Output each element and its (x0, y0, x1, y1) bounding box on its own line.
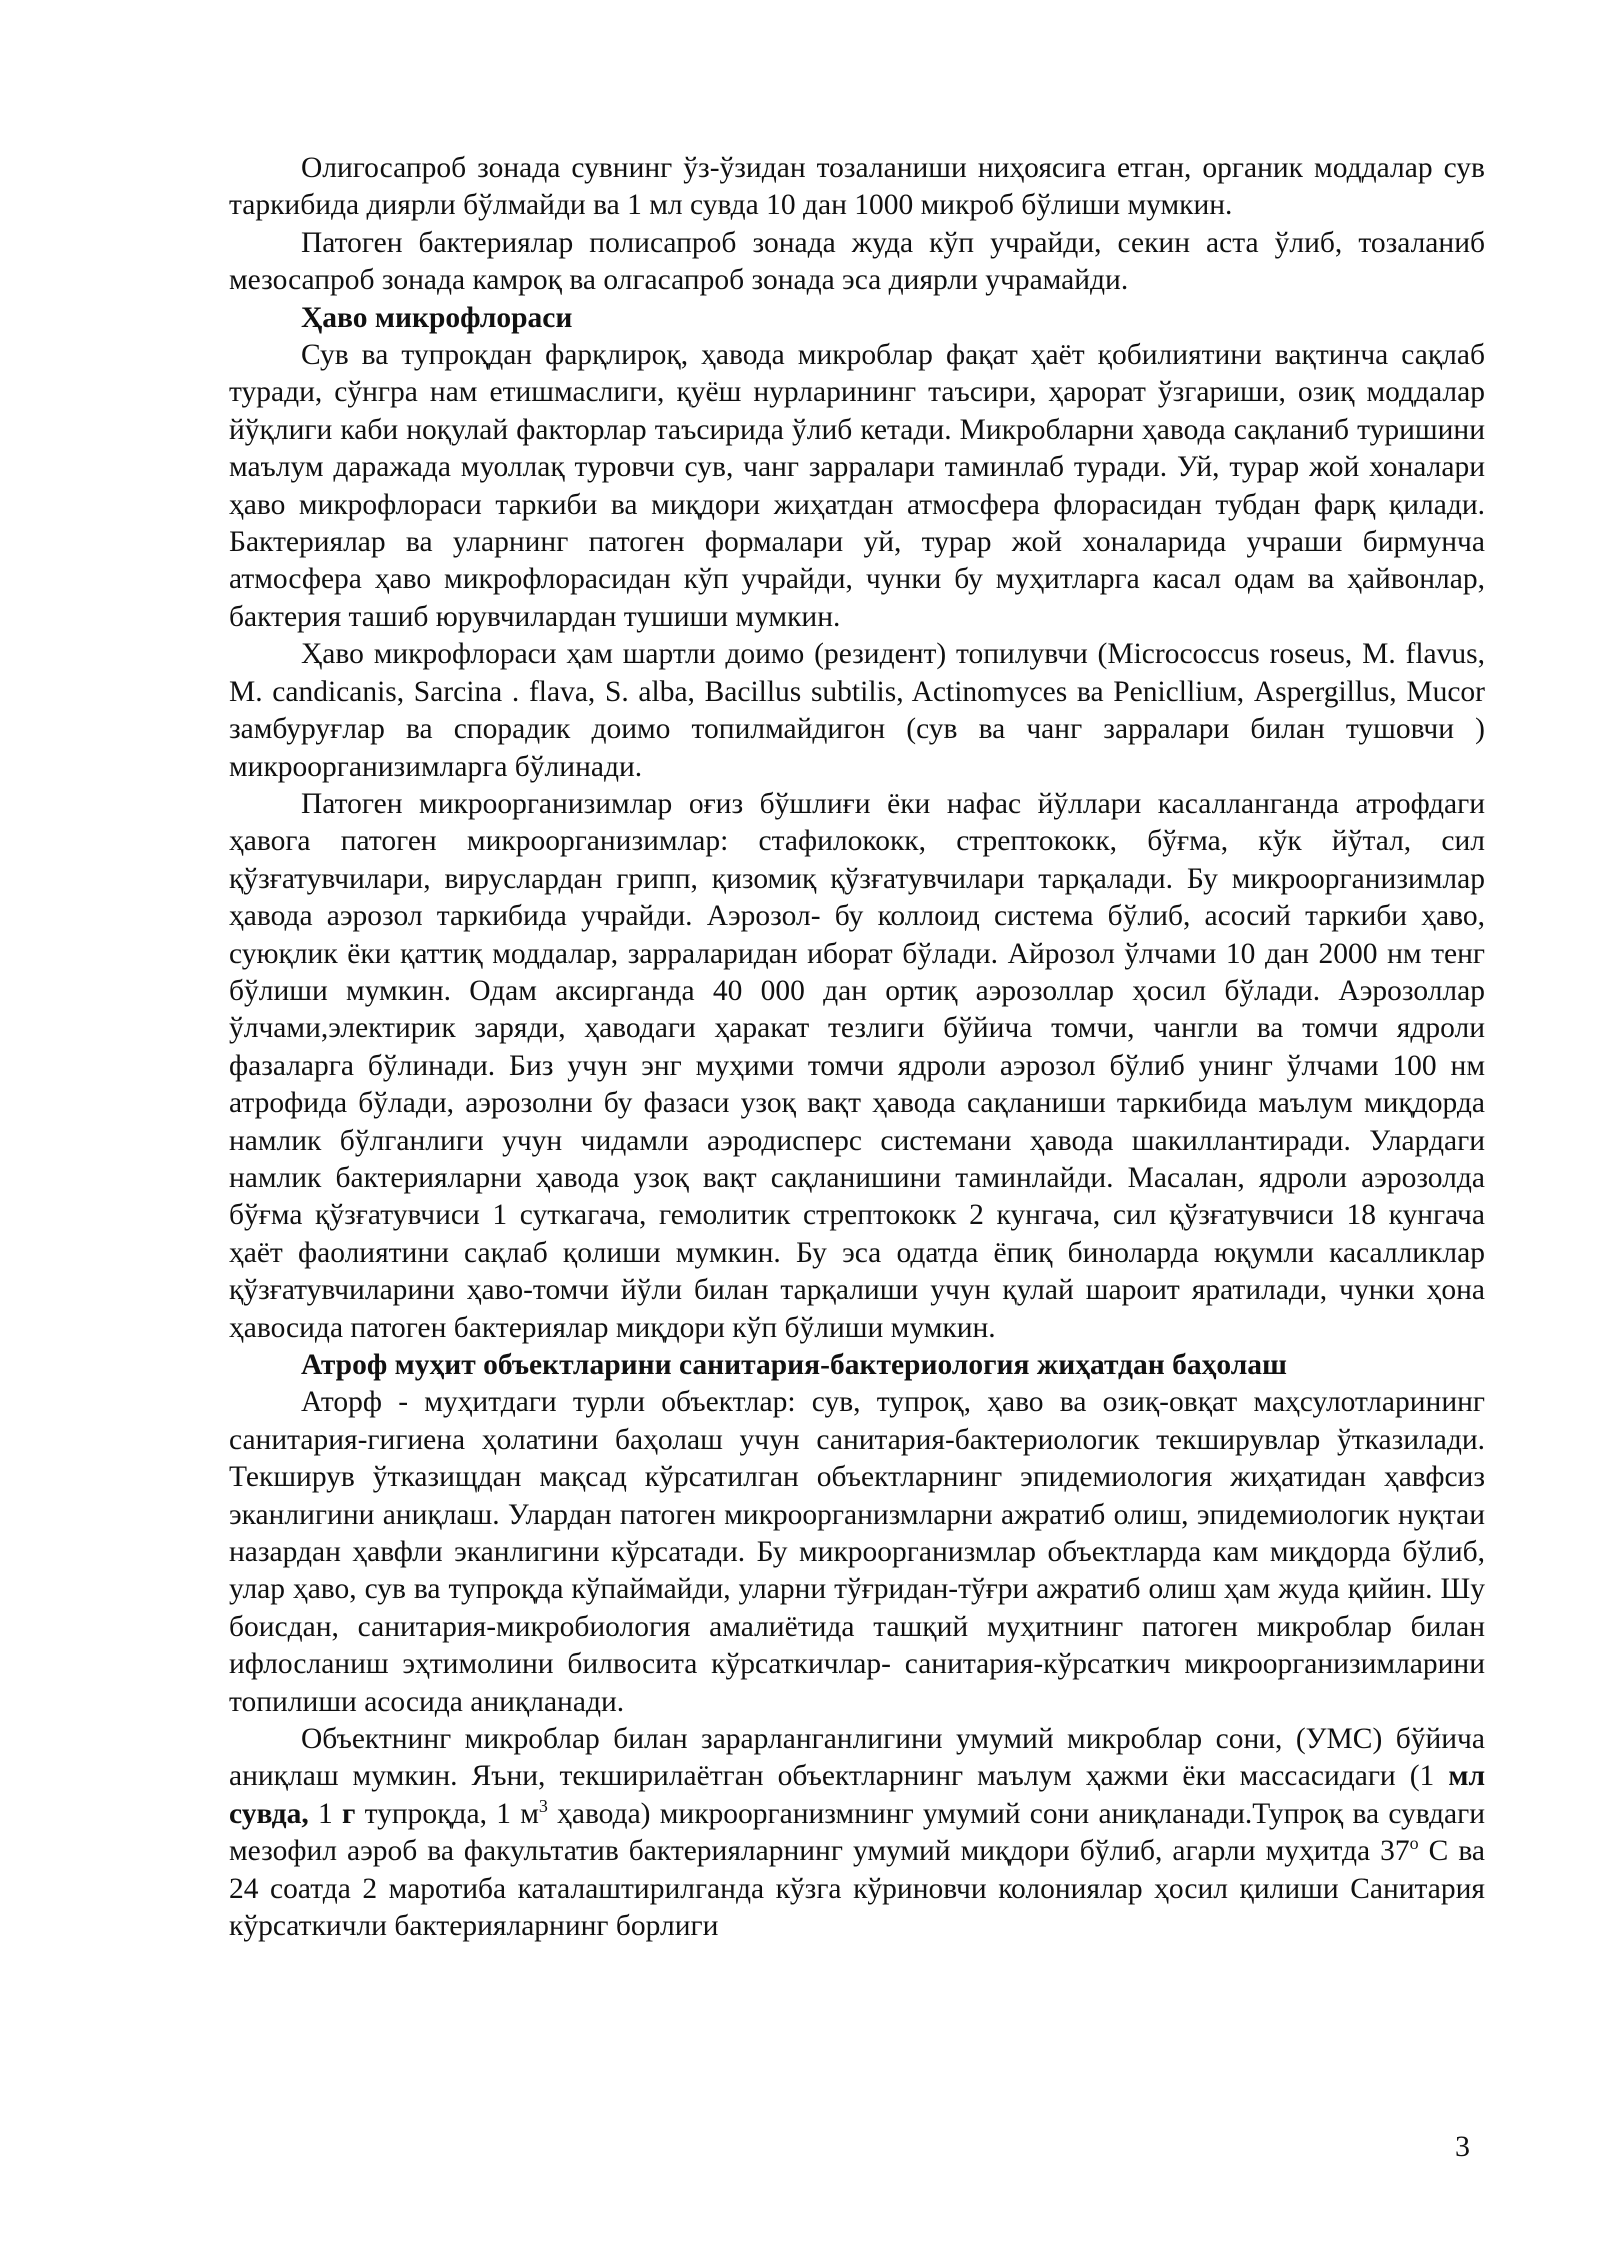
text-run: С ва 24 соатда 2 маротиба каталаштирилганда кўзга кўриновчи колониялар ҳосил қилиши Санитария кўрсаткичли бактерияларнинг борлиги (229, 1835, 1486, 1943)
paragraph-total-microbes (229, 1721, 1485, 1945)
text-run: тупроқда, 1 м (355, 1797, 539, 1830)
superscript: 3 (538, 1796, 548, 1817)
paragraph-oligosaprob: Олигосапроб зонада сувнинг ўз-ўзидан тозаланиши ниҳоясига етган, органик моддалар сув таркибида диярли бўлмайди ва 1 мл сувда 10 дан 1000 микроб бўлиши мумкин. (229, 152, 1485, 222)
paragraph-sanitary-tests: Аторф - муҳитдаги турли объектлар: сув, тупроқ, ҳаво ва озиқ-овқат маҳсулотларининг санитария-гигиена ҳолатини баҳолаш учун санитария-бактериологик текширувлар ўтказилади. Текширув ўтказищдан мақсад кўрсатилган объектларнинг эпидемиология жиҳатидан ҳавфсиз эканлигини аниқлаш. Улардан патоген микроорганизмларни ажратиб олиш, эпидемиологик нуқтаи назардан ҳавфли эканлигини кўрсатади. Бу микроорганизмлар объектларда кам миқдорда бўлиб, улар ҳаво, сув ва тупроқда кўпаймайди, уларни тўғридан-тўғри ажратиб олиш ҳам жуда қийин. Шу боисдан, санитария-микробиология амалиётида ташқий муҳитнинг патоген микроблар билан ифлосланиш эҳтимолини билвосита кўрсаткичлар- санитария-кўрсаткич микроорганизимларини топилиши асосида аниқланади. (229, 1386, 1485, 1718)
document-body (229, 150, 1485, 1946)
paragraph-air-microbes: Сув ва тупроқдан фарқлироқ, ҳавода микроблар фақат ҳаёт қобилиятини вақтинча сақлаб туради, сўнгра нам етишмаслиги, қуёш нурларининг таъсири, ҳарорат ўзгариши, озиқ моддалар йўқлиги каби ноқулай факторлар таъсирида ўлиб кетади. Микробларни ҳавода сақланиб туришини маълум даражада муоллақ туровчи сув, чанг зарралари таминлаб туради. Уй, турар жой хоналари ҳаво микрофлораси таркиби ва миқдори жиҳатдан атмосфера флорасидан тубдан фарқ қилади. Бактериялар ва уларнинг патоген формалари уй, турар жой хоналарида учраши бирмунча атмосфера ҳаво микрофлорасидан кўп учрайди, чунки бу муҳитларга касал одам ва ҳайвонлар, бактерия ташиб юрувчилардан тушиши мумкин. (229, 339, 1485, 633)
paragraph-resident-flora: Ҳаво микрофлораси ҳам шартли доимо (резидент) топилувчи (Micrococcus roseus, M. flavus, M. candicanis, Sarcina . flava, S. alba, Bacillus subtilis, Actinomyces ва Peniclliuм, Aspergillus, Mucor замбуруғлар ва спорадик доимо топилмайдигон (сув ва чанг зарралари билан тушовчи ) микроорганизимларга бўлинади. (229, 638, 1485, 783)
text-run: Объектнинг микроблар билан зарарланганлигини умумий микроблар сони, (УМС) бўйича аниқлаш мумкин. Яъни, текширилаётган объектларнинг маълум ҳажми ёки массасидаги (1 (229, 1723, 1485, 1793)
paragraph-pathogen-zones: Патоген бактериялар полисапроб зонада жуда кўп учрайди, секин аста ўлиб, тозаланиб мезосапроб зонада камроқ ва олгасапроб зонада эса диярли учрамайди. (229, 226, 1485, 297)
bold-run: г (341, 1797, 356, 1830)
page-number: 3 (1455, 2130, 1470, 2163)
heading-sanitary-assessment: Атроф муҳит объектларини санитария-бактериология жиҳатдан баҳолаш (301, 1349, 1287, 1381)
paragraph-aerosols: Патоген микроорганизимлар оғиз бўшлиғи ёки нафас йўллари касалланганда атрофдаги ҳавога патоген микроорганизимлар: стафилококк, стрептококк, бўғма, кўк йўтал, сил қўзғатувчилари, вируслардан грипп, қизомиқ қўзғатувчилари тарқалади. Бу микроорганизимлар ҳавода аэрозол таркибида учрайди. Аэрозол- бу коллоид система бўлиб, асосий таркиби ҳаво, суюқлик ёки қаттиқ моддалар, зарраларидан иборат бўлади. Айрозол ўлчами 10 дан 2000 нм тенг бўлиши мумкин. Одам аксирганда 40 000 дан ортиқ аэрозоллар ҳосил бўлади. Аэрозоллар ўлчами,электирик заряди, ҳаводаги ҳаракат тезлиги бўйича томчи, чангли ва томчи ядроли фазаларга бўлинади. Биз учун энг муҳими томчи ядроли аэрозол бўлиб унинг ўлчами 100 нм атрофида бўлади, аэрозолни бу фазаси узоқ вақт ҳавода сақланиши таркибида маълум миқдорда намлик бўлганлиги учун чидамли аэродисперс системани ҳавода шакиллантиради. Улардаги намлик бактерияларни ҳавода узоқ вақт сақланишини таминлайди. Масалан, ядроли аэрозолда бўғма қўзғатувчиси 1 суткагача, гемолитик стрептококк 2 кунгача, сил қўзғатувчиси 18 кунгача ҳаёт фаолиятини сақлаб қолиши мумкин. Бу эса одатда ёпиқ биноларда юқумли касалликлар қўзғатувчиларини ҳаво-томчи йўли билан тарқалиши учун қулай шароит яратилади, чунки ҳона ҳавосида патоген бактериялар миқдори кўп бўлиши мумкин. (229, 787, 1485, 1344)
superscript: о (1409, 1833, 1419, 1854)
bold-run: мл сувда, (229, 1760, 1485, 1830)
heading-air-microflora: Ҳаво микрофлораси (301, 301, 573, 334)
text-run: 1 (308, 1797, 342, 1830)
text-run: ҳавода) микроорганизмнинг умумий сони аниқланади.Тупроқ ва сувдаги мезофил аэроб ва факультатив бактерияларнинг умумий миқдори бўлиб, агарли муҳитда 37 (229, 1797, 1485, 1868)
